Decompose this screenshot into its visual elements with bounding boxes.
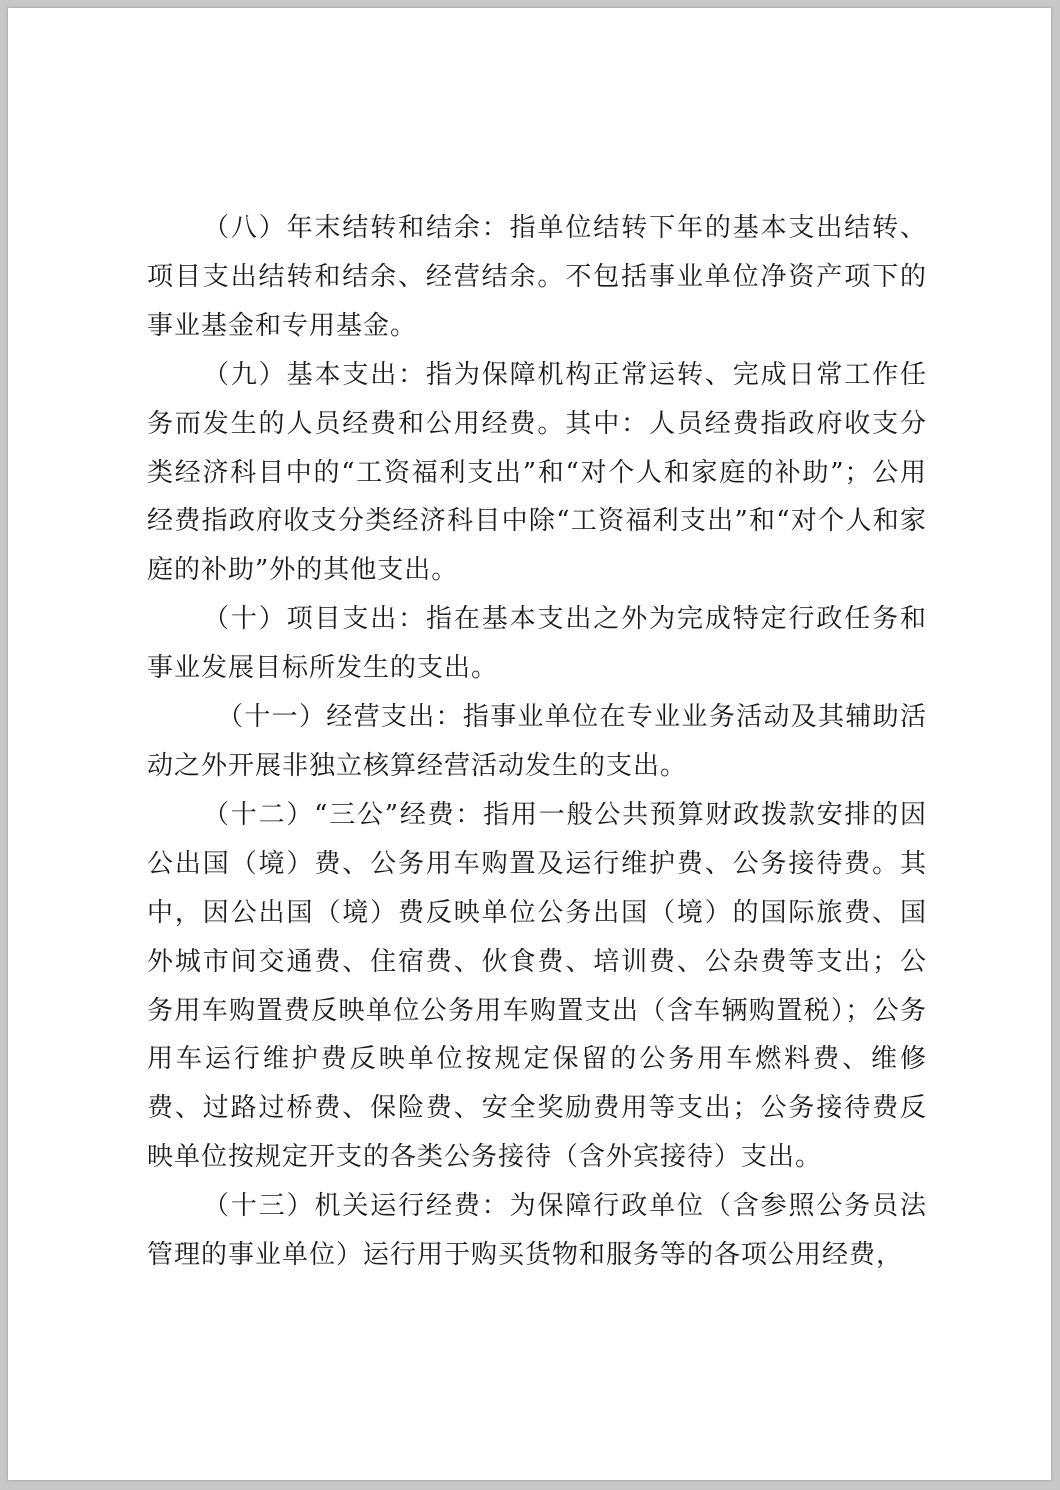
paragraph-three-public-expenses: （十二）“三公”经费：指用一般公共预算财政拨款安排的因公出国（境）费、公务用车购置及运行维护费、公务接待费。其中，因公出国（境）费反映单位公务出国（境）的国际旅费、国外城市间交通费、住宿费、伙食费、培训费、公杂费等支出；公务用车购置费反映单位公务用车购置支出（含车辆购置税）；公务用车运行维护费反映单位按规定保留的公务用车燃料费、维修费、过路过桥费、保险费、安全奖励费用等支出；公务接待费反映单位按规定开支的各类公务接待（含外宾接待）支出。 bbox=[147, 799, 927, 1173]
paragraph-basic-expenditure: （九）基本支出：指为保障机构正常运转、完成日常工作任务而发生的人员经费和公用经费。其中：人员经费指政府收支分类经济科目中的“工资福利支出”和“对个人和家庭的补助”；公用经费指政府收支分类经济科目中除“工资福利支出”和“对个人和家庭的补助”外的其他支出。 bbox=[147, 359, 927, 586]
paragraph-project-expenditure: （十）项目支出：指在基本支出之外为完成特定行政任务和事业发展目标所发生的支出。 bbox=[147, 604, 927, 684]
document-page bbox=[8, 8, 1051, 1480]
paragraph-operating-expenditure: （十一）经营支出：指事业单位在专业业务活动及其辅助活动之外开展非独立核算经营活动发生的支出。 bbox=[147, 702, 927, 781]
paragraph-agency-operating-expenses: （十三）机关运行经费：为保障行政单位（含参照公务员法管理的事业单位）运行用于购买货物和服务等的各项公用经费， bbox=[147, 1191, 927, 1271]
paragraph-year-end-carryover: （八）年末结转和结余：指单位结转下年的基本支出结转、项目支出结转和结余、经营结余。不包括事业单位净资产项下的事业基金和专用基金。 bbox=[147, 213, 927, 341]
page-body bbox=[147, 204, 927, 1280]
